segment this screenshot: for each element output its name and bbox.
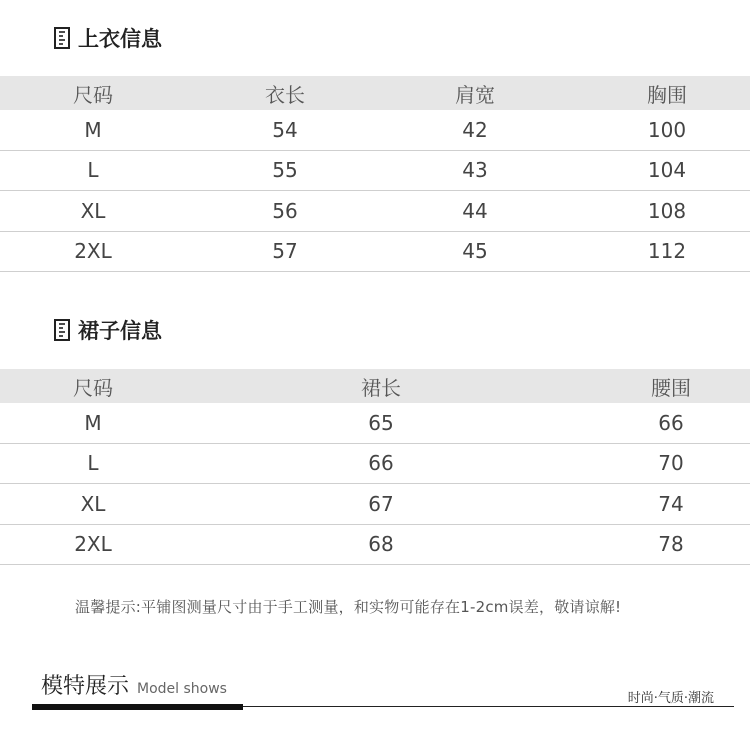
chest-cell: 108 xyxy=(647,198,687,223)
skirt-length-cell: 67 xyxy=(368,491,394,516)
table-header-row xyxy=(0,369,750,403)
size-cell: M xyxy=(84,117,102,142)
chest-cell: 112 xyxy=(647,239,687,264)
length-cell: 55 xyxy=(272,158,298,183)
table-header-row xyxy=(0,76,750,110)
table-row xyxy=(0,110,750,151)
size-cell: L xyxy=(87,158,99,183)
top-size-table xyxy=(0,76,750,272)
table-row xyxy=(0,232,750,273)
length-cell: 54 xyxy=(272,117,298,142)
waist-cell: 70 xyxy=(658,451,684,476)
header-chest: 胸围 xyxy=(647,82,687,107)
top-section-title xyxy=(54,23,162,53)
skirt-section-title-text: 裙子信息 xyxy=(78,319,162,343)
skirt-length-cell: 66 xyxy=(368,451,394,476)
skirt-section-title xyxy=(54,315,162,345)
shoulder-cell: 43 xyxy=(462,158,488,183)
top-section-title-text: 上衣信息 xyxy=(78,27,162,51)
model-title-en: Model shows xyxy=(137,681,227,697)
table-row xyxy=(0,525,750,566)
table-row xyxy=(0,444,750,485)
size-cell: XL xyxy=(80,491,106,516)
table-row xyxy=(0,484,750,525)
skirt-length-cell: 65 xyxy=(368,410,394,435)
shoulder-cell: 44 xyxy=(462,198,488,223)
model-title-zh: 模特展示 xyxy=(41,674,130,699)
header-length: 衣长 xyxy=(265,82,305,107)
model-section-title xyxy=(41,669,227,700)
size-cell: 2XL xyxy=(74,532,112,557)
chest-cell: 104 xyxy=(647,158,687,183)
size-cell: 2XL xyxy=(74,239,112,264)
waist-cell: 66 xyxy=(658,410,684,435)
length-cell: 56 xyxy=(272,198,298,223)
waist-cell: 74 xyxy=(658,491,684,516)
length-cell: 57 xyxy=(272,239,298,264)
size-cell: XL xyxy=(80,198,106,223)
size-cell: M xyxy=(84,410,102,435)
header-size: 尺码 xyxy=(73,82,113,107)
table-row xyxy=(0,151,750,192)
header-skirt-length: 裙长 xyxy=(361,375,401,400)
measurement-note: 温馨提示:平铺图测量尺寸由于手工测量，和实物可能存在1-2cm误差，敬请谅解! xyxy=(75,598,622,616)
shoulder-cell: 42 xyxy=(462,117,488,142)
header-size: 尺码 xyxy=(73,375,113,400)
skirt-length-cell: 68 xyxy=(368,532,394,557)
model-divider-bar xyxy=(32,704,243,710)
header-shoulder: 肩宽 xyxy=(455,82,495,107)
model-tagline: 时尚·气质·潮流 xyxy=(627,691,714,706)
table-row xyxy=(0,403,750,444)
ruler-icon xyxy=(54,319,70,341)
table-row xyxy=(0,191,750,232)
header-waist: 腰围 xyxy=(651,375,691,400)
shoulder-cell: 45 xyxy=(462,239,488,264)
ruler-icon xyxy=(54,27,70,49)
size-cell: L xyxy=(87,451,99,476)
waist-cell: 78 xyxy=(658,532,684,557)
skirt-size-table xyxy=(0,369,750,565)
chest-cell: 100 xyxy=(647,117,687,142)
